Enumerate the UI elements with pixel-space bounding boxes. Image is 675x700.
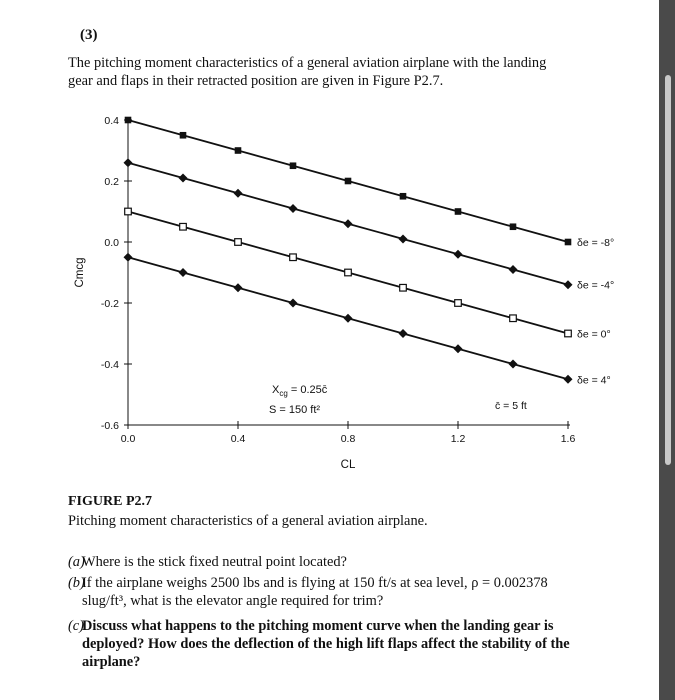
data-point-open-square [565,330,572,337]
data-point-square [510,223,517,230]
intro-line: The pitching moment characteristics of a general aviation airplane with the landing [68,55,547,71]
data-point-square [565,239,572,246]
question-line: slug/ft³, what is the elevator angle required for trim? [82,593,384,609]
y-tick-label: -0.4 [100,359,119,371]
data-point-open-square [510,315,517,322]
data-point-square [235,147,242,154]
y-tick-label: 0.0 [104,237,119,249]
data-point-diamond [564,280,573,289]
legend-label-minus4: δe = -4° [577,279,615,292]
data-point-diamond [124,158,133,167]
question-line: airplane? [82,654,141,670]
legend-label-minus8: δe = -8° [577,237,615,249]
data-point-square [290,162,297,169]
data-point-open-square [345,269,352,276]
y-tick-label: -0.6 [100,420,119,432]
data-point-diamond [399,329,408,338]
y-tick-label: 0.2 [104,176,119,188]
data-point-diamond [179,173,188,182]
x-tick-label: 0.0 [120,433,136,445]
data-point-diamond [124,253,133,262]
question-label: (b) [68,575,85,591]
data-point-diamond [509,265,518,274]
data-point-open-square [235,239,242,246]
data-point-open-square [180,223,187,230]
data-point-open-square [290,254,297,261]
legend-label-plus4: δe = 4° [577,374,611,387]
y-tick-label: -0.2 [100,298,119,310]
data-point-diamond [344,219,353,228]
data-point-diamond [289,204,298,213]
x-tick-label: 1.6 [560,433,576,445]
intro-line: gear and flaps in their retracted position are given in Figure P2.7. [68,73,444,89]
data-point-square [125,117,132,124]
data-point-diamond [564,375,573,384]
problem-number: (3) [80,27,98,43]
data-point-square [400,193,407,200]
y-axis-label: Cmcg [74,257,86,288]
data-point-square [455,208,462,215]
data-point-open-square [400,284,407,291]
annotation-xcg: $X_{cg}$ = 0.25c̄ [272,384,328,398]
question-line: deployed? How does the deflection of the high lift flaps affect the stability of the [82,636,570,652]
data-point-diamond [234,189,243,198]
data-point-diamond [454,250,463,259]
data-point-open-square [455,300,462,307]
question-line: Where is the stick fixed neutral point located? [82,554,347,570]
data-point-square [345,178,352,185]
data-point-open-square [125,208,132,215]
data-point-square [180,132,187,139]
data-point-diamond [454,344,463,353]
annotation-chord: c̄ = 5 ft [495,400,527,412]
question-line: Discuss what happens to the pitching moment curve when the landing gear is [82,618,554,634]
x-tick-label: 0.4 [230,433,246,445]
legend-label-0: δe = 0° [577,328,611,341]
figure-caption: Pitching moment characteristics of a general aviation airplane. [68,513,428,529]
data-point-diamond [399,234,408,243]
data-point-diamond [289,299,298,308]
x-axis-label: CL [340,459,356,471]
x-tick-label: 0.8 [340,433,356,445]
annotation-area: S = 150 ft² [269,404,321,416]
data-point-diamond [234,283,243,292]
data-point-diamond [509,360,518,369]
y-tick-label: 0.4 [104,115,119,127]
figure-title: FIGURE P2.7 [68,494,152,509]
data-point-diamond [179,268,188,277]
question-line: If the airplane weighs 2500 lbs and is flying at 150 ft/s at sea level, ρ = 0.002378 [82,575,548,591]
x-tick-label: 1.2 [450,433,466,445]
data-point-diamond [344,314,353,323]
question-label: (c) [68,618,84,634]
question-label: (a) [68,554,85,570]
